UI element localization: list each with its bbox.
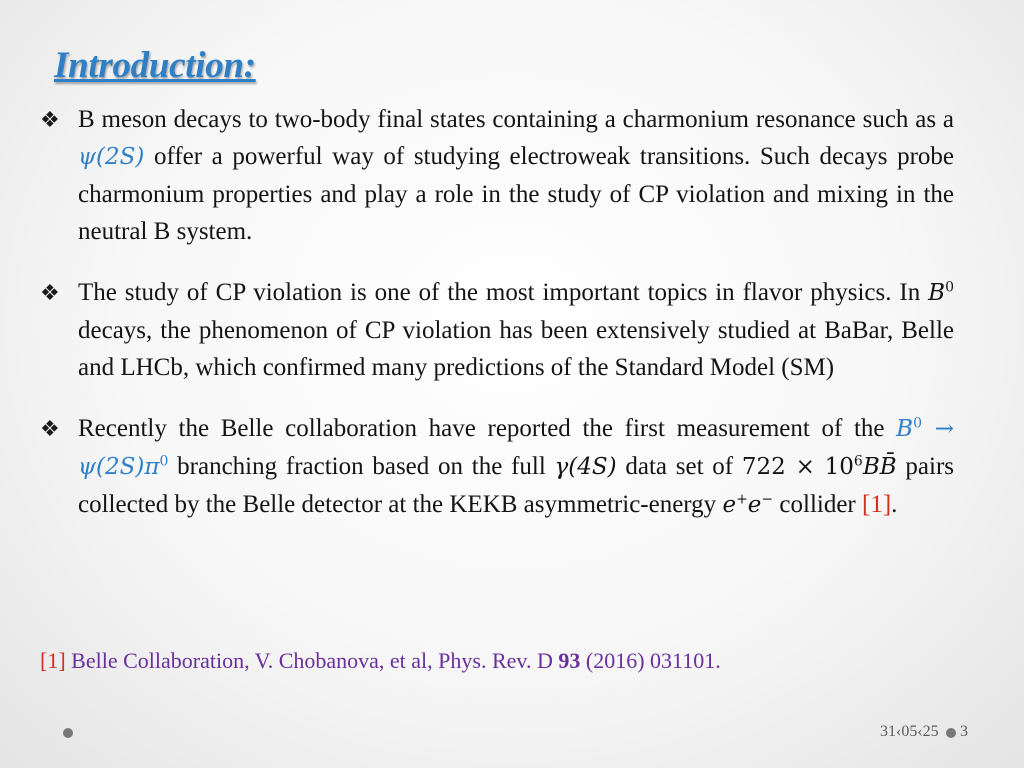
bullet-text: decays, the phenomenon of CP violation has been extensively studied at BaBar, Belle and LHCb, which confirmed many predictions of the Standard Model (SM) bbox=[78, 317, 954, 381]
math-upsilon: γ(4S) bbox=[554, 454, 617, 480]
footer-dot-icon bbox=[63, 728, 73, 738]
math-b-zero: $B^0$ bbox=[928, 279, 954, 306]
footer-dot-icon bbox=[946, 728, 956, 738]
page-number: 3 bbox=[960, 723, 968, 740]
reference-label: [1] bbox=[40, 648, 66, 673]
bullet-item bbox=[40, 410, 954, 524]
slide-title: Introduction: bbox=[54, 45, 256, 86]
math-bb-count: $722 \times 10^6BB̄$ bbox=[741, 453, 897, 480]
math-decay-mode: $B^0 \to \psi(2S)\pi^0$ bbox=[78, 415, 954, 480]
citation-link[interactable]: [1] bbox=[862, 491, 892, 518]
bullet-text: B meson decays to two-body final states containing a charmonium resonance such as a bbox=[78, 106, 954, 133]
bullet-list bbox=[40, 101, 954, 524]
bullet-text: The study of CP violation is one of the most important topics in flavor physics. In bbox=[78, 279, 929, 306]
footer-date: 31‹05‹25 bbox=[880, 723, 939, 740]
math-e-plus-e-minus: e+e− bbox=[722, 491, 774, 518]
bullet-item bbox=[40, 274, 954, 386]
bullet-item bbox=[40, 101, 954, 250]
diamond-bullet-icon: ❖ bbox=[40, 107, 60, 132]
bullet-text: offer a powerful way of studying electroweak transitions. Such decays probe charmonium properties and play a role in the study of CP violation and mixing in the neutral B system. bbox=[78, 143, 954, 245]
diamond-bullet-icon: ❖ bbox=[40, 280, 60, 305]
diamond-bullet-icon: ❖ bbox=[40, 416, 60, 441]
reference-entry: [1] Belle Collaboration, V. Chobanova, et al, Phys. Rev. D 93 (2016) 031101. bbox=[40, 648, 721, 673]
bullet-text: pairs collected by the Belle detector at the KEKB asymmetric-energy bbox=[78, 453, 954, 518]
bullet-text: Recently the Belle collaboration have reported the first measurement of the bbox=[78, 415, 897, 442]
bullet-text: . bbox=[891, 491, 898, 518]
bullet-text: collider bbox=[773, 491, 863, 518]
bullet-text: data set of bbox=[616, 453, 742, 480]
reference-volume: 93 bbox=[558, 648, 581, 673]
bullet-text: branching fraction based on the full bbox=[168, 453, 555, 480]
math-psi-2s: ψ(2S) bbox=[78, 144, 145, 170]
